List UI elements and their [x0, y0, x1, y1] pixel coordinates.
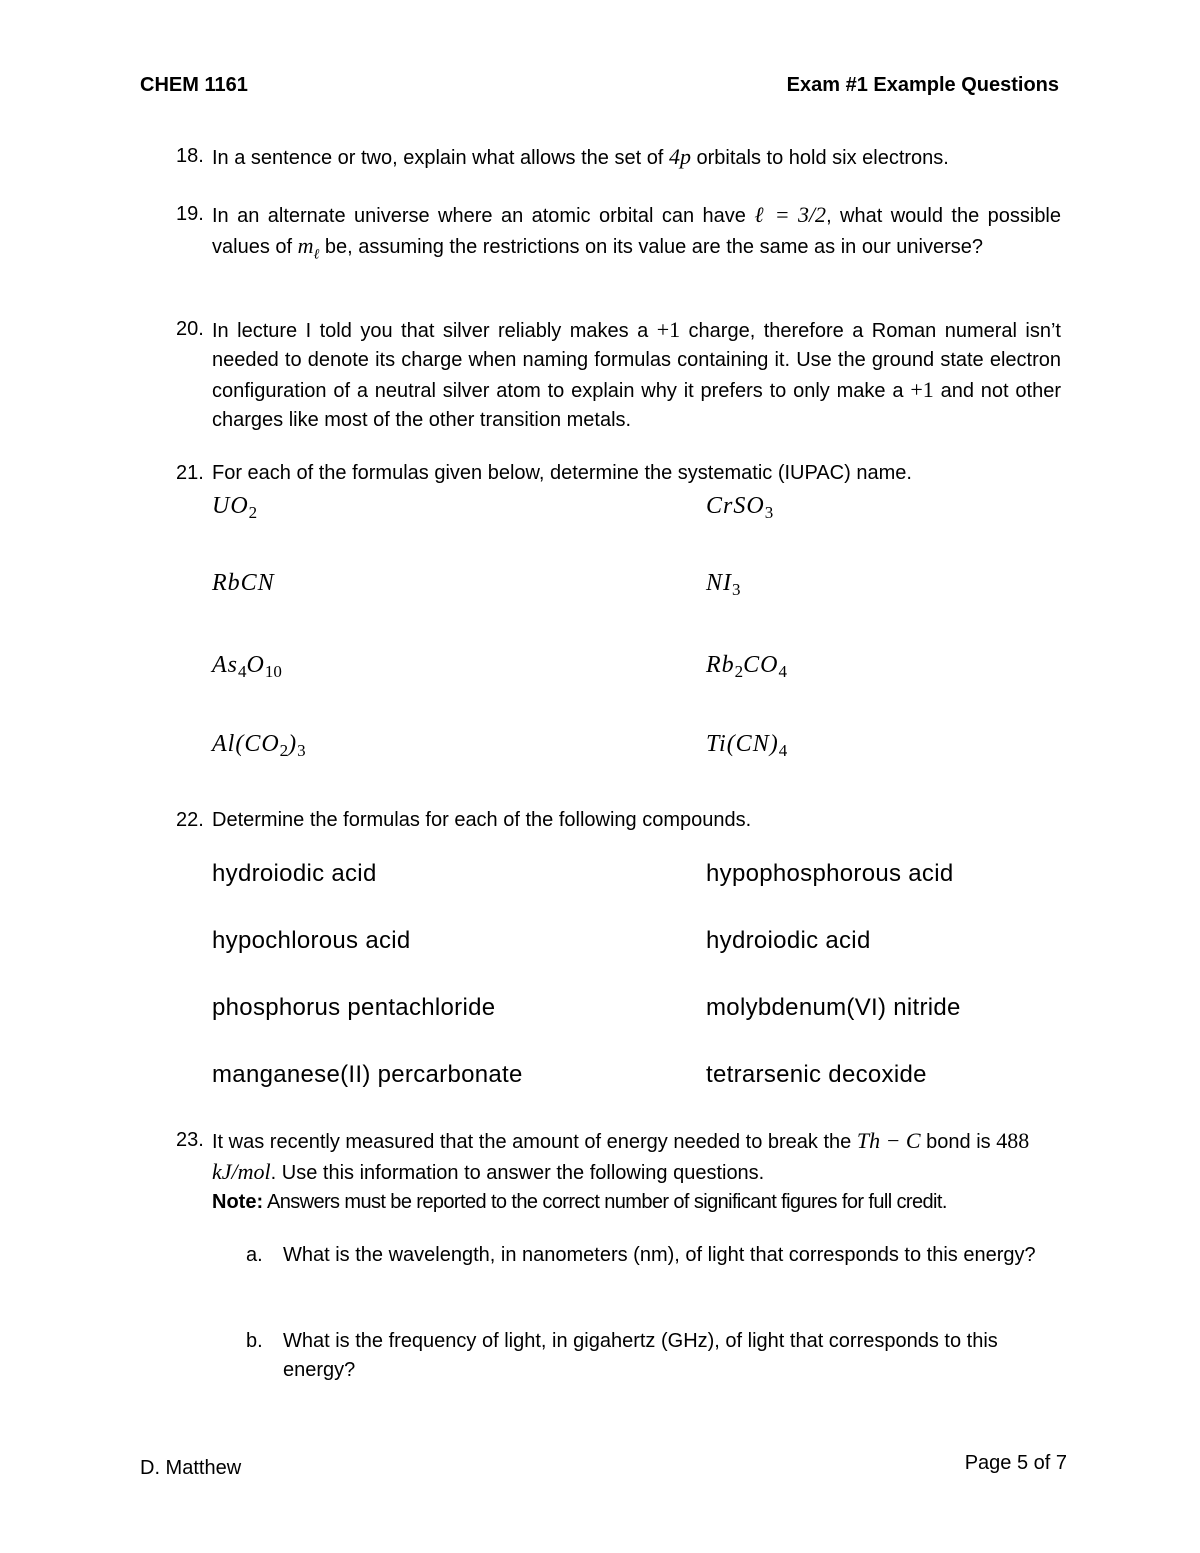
formula-uo2: $UO_2$	[212, 493, 258, 522]
question-20	[176, 315, 1061, 435]
subquestion-label: a.	[246, 1244, 263, 1266]
compound-name: molybdenum(VI) nitride	[706, 994, 961, 1021]
formula-crso3: CrSO$_3$	[706, 493, 774, 522]
question-text: It was recently measured that the amount of energy needed to break the Th − C bond is 488 kJ/mol. Use this information to answer the following questions. Note: Answers must be reported to the correct number of significant figures for full credit.	[212, 1128, 1030, 1213]
formula-al-co2-3: $Al(CO_2)_3$	[212, 731, 306, 760]
formula-as4o10: $As_4O_{10}$	[212, 652, 282, 681]
question-text: In an alternate universe where an atomic orbital can have ℓ = 3/2, what would the possible values of $m_\ell$ be, assuming the restrictions on its value are the same as in our universe?	[212, 202, 1062, 263]
compound-name: hydroiodic acid	[212, 860, 377, 887]
formula-ti-cn-4: $Ti(CN)_4$	[706, 731, 788, 760]
math-488: 488	[996, 1128, 1030, 1153]
question-number: 22.	[176, 809, 204, 831]
compound-name: hydroiodic acid	[706, 927, 871, 954]
math-ml: $m_\ell$	[297, 233, 320, 263]
math-plus-one: +1	[656, 317, 681, 342]
note-label: Note:	[212, 1191, 264, 1213]
formula-ni3: $NI_3$	[706, 570, 741, 599]
subquestion-label: b.	[246, 1330, 263, 1352]
subquestion-b	[246, 1327, 1046, 1385]
compound-name: hypochlorous acid	[212, 927, 411, 954]
page-number: Page 5 of 7	[964, 1452, 1067, 1474]
question-number: 21.	[176, 462, 204, 484]
subquestion-a	[246, 1241, 1046, 1270]
compound-name: phosphorus pentachloride	[212, 994, 496, 1021]
compound-name: manganese(II) percarbonate	[212, 1061, 523, 1088]
math-4p: 4p	[668, 144, 691, 169]
subquestion-text: What is the wavelength, in nanometers (nm), of light that corresponds to this energy?	[283, 1244, 1036, 1266]
question-text: In a sentence or two, explain what allows the set of 4p orbitals to hold six electrons.	[212, 144, 949, 169]
math-plus-one: +1	[910, 377, 934, 402]
course-code: CHEM 1161	[140, 74, 248, 96]
question-19	[176, 200, 1061, 269]
question-number: 23.	[176, 1129, 204, 1151]
question-number: 20.	[176, 318, 204, 340]
math-kj-mol: kJ/mol	[212, 1159, 271, 1184]
question-22	[176, 806, 1061, 835]
compound-name: hypophosphorous acid	[706, 860, 954, 887]
compound-name: tetrarsenic decoxide	[706, 1061, 927, 1088]
question-21	[176, 459, 1061, 488]
exam-title: Exam #1 Example Questions	[786, 74, 1059, 96]
question-number: 18.	[176, 145, 204, 167]
question-number: 19.	[176, 203, 204, 225]
author-name: D. Matthew	[140, 1457, 242, 1479]
question-text: Determine the formulas for each of the following compounds.	[212, 809, 752, 831]
question-text: In lecture I told you that silver reliably makes a +1 charge, therefore a Roman numeral isn’t needed to denote its charge when naming formulas containing it. Use the ground state electron configuration of a neutral silver atom to explain why it prefers to only make a +1 and not other charges like most of the other transition metals.	[212, 317, 1061, 431]
question-23	[176, 1126, 1061, 1217]
formula-rb2co4: $Rb_2CO_4$	[706, 652, 788, 681]
subquestion-text: What is the frequency of light, in gigahertz (GHz), of light that corresponds to this energy?	[283, 1330, 998, 1381]
math-l-value: ℓ = 3/2	[754, 202, 827, 227]
note-text: Answers must be reported to the correct number of significant figures for full credit.	[263, 1191, 947, 1213]
question-18	[176, 142, 1061, 173]
question-text: For each of the formulas given below, determine the systematic (IUPAC) name.	[212, 462, 912, 484]
math-th-c: Th − C	[856, 1128, 921, 1153]
formula-rbcn: RbCN	[212, 570, 275, 596]
